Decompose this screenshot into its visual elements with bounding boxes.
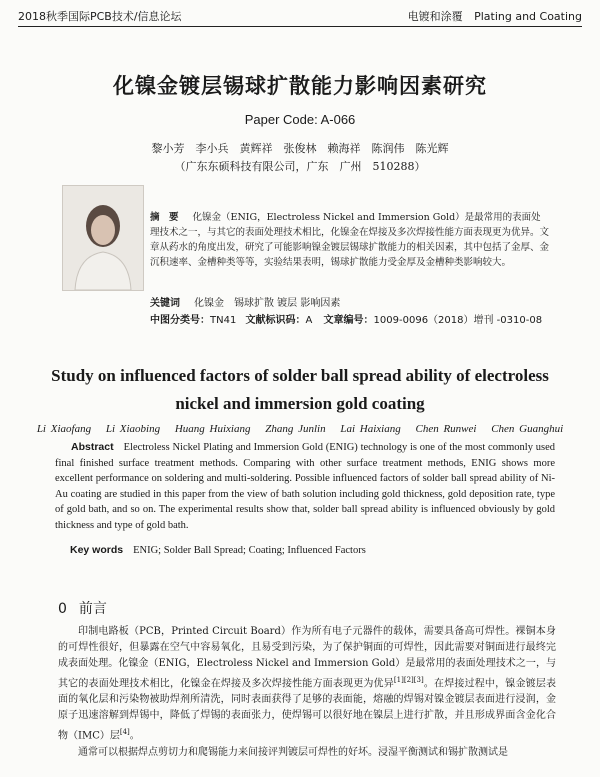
author-en: Li Xiaobing [105,423,161,435]
keywords-en-text: ENIG; Solder Ball Spread; Coating; Influenced Factors [133,545,366,556]
paper-code: Paper Code: A-066 [244,112,356,127]
keywords-cn [150,294,340,309]
section-number: 0 [58,601,67,617]
paper-title-en: Study on influenced factors of solder ball spread ability of electroless nickel and immersion gold coating [51,366,549,413]
header-right [400,8,582,24]
abstract-cn-label: 摘 要 [150,212,179,223]
body-text-run: 。 [129,730,140,742]
author-en: Chen Runwei [415,423,477,435]
article-no-value: 1009-0096（2018）增刊 -0310-08 [373,315,543,326]
abstract-cn [150,210,550,270]
doc-code-label: 文献标识码： [245,315,306,326]
paper-title-cn: 化镍金镀层锡球扩散能力影响因素研究 [113,74,487,98]
affiliation-cn: （广东东硕科技有限公司，广东 广州 510288） [174,160,426,173]
keywords-en-label: Key words [70,544,124,556]
body-text [58,624,556,761]
abstract-en-text: Electroless Nickel Plating and Immersion Gold (ENIG) technology is one of the most commonly used final finished surface treatment methods. Comparing with other surface treatment methods, ENIG shows more excellent performance on soldering and multi-soldering. Possible influenced factors of solder ball spread ability of Ni-Au coating are studied in this paper from the view of bath solution including gold thickness, gold deposition rate, type of gold bath, and so on. The experimental results show that, solder ball spread ability is influenced obviously by gold thickness and type of gold bath. [55,442,555,531]
clc-value: TN41 [210,315,237,326]
abstract-en [55,440,555,533]
section-title: 前言 [78,601,107,617]
author-en: Chen Guanghui [491,423,564,435]
body-text-run: 印制电路板（PCB，Printed Circuit Board）作为所有电子元器件的载体，需要具备高可焊性。裸铜本身的可焊性很好，但暴露在空气中容易氧化，且易受到污染，为了保护铜面的可焊性，因此需要对铜面进行最终完成表面处理。化镍金（ENIG，Electroless Nickel and Immersion Gold）是最常用的表面处理技术之一，与其它的表面处理技术相比，化镍金在焊接及多次焊接性能方面表现更为优异 [58,626,556,690]
header-right-en: Plating and Coating [474,10,582,23]
abstract-en-label: Abstract [71,441,114,453]
author-en: Li Xiaofang [36,423,92,435]
body-paragraph [58,624,556,745]
article-no-label: 文章编号： [323,315,374,326]
section-heading [58,598,107,618]
keywords-cn-label: 关键词 [150,298,180,309]
body-text-run: 。在焊接过程中，镍金镀层表面的氧化层和污染物被助焊剂所清洗，同时表面获得了足够的表面能，熔融的焊锡对镍金镀层表面进行浸润，金原子迅速溶解到焊锡中，降低了焊锡的表面张力，使焊锡可以很好地在镍层上进行扩散，并且形成界面含金化合物（IMC）层 [58,678,557,742]
citation: [1][2][3] [393,676,424,684]
abstract-cn-text: 化镍金（ENIG，Electroless Nickel and Immersion Gold）是最常用的表面处理技术之一，与其它的表面处理技术相比，化镍金在焊接及多次焊接性能方面表现更为优异。文章从药水的角度出发，研究了可能影响镍金镀层锡球扩散能力的相关因素，其中包括了金厚、金沉积速率、金槽种类等等，实验结果表明，锡球扩散能力受金厚及金槽种类影响较大。 [150,212,550,268]
author-en: Huang Huixiang [174,423,251,435]
authors-cn: 黎小芳 李小兵 黄辉祥 张俊林 赖海祥 陈润伟 陈光辉 [151,142,449,155]
citation: [4] [119,728,130,737]
header-right-cn: 电镀和涂覆 [407,10,463,23]
header-left: 2018秋季国际PCB技术/信息论坛 [18,10,182,23]
author-en: Zhang Junlin [265,423,326,435]
classification-cn [150,311,542,326]
author-portrait-image [63,186,143,290]
doc-code-value: A [305,315,313,326]
running-header [18,4,582,27]
clc-label: 中图分类号： [150,315,210,326]
author-photo [62,185,144,291]
body-paragraph: 通常可以根据焊点剪切力和爬锡能力来间接评判镀层可焊性的好坏。浸湿平衡测试和锡扩散测试是 [78,746,508,758]
keywords-en [70,544,366,556]
keywords-cn-text: 化镍金 锡球扩散 镀层 影响因素 [194,298,341,309]
author-en: Lai Haixiang [340,423,401,435]
authors-en [0,423,600,435]
